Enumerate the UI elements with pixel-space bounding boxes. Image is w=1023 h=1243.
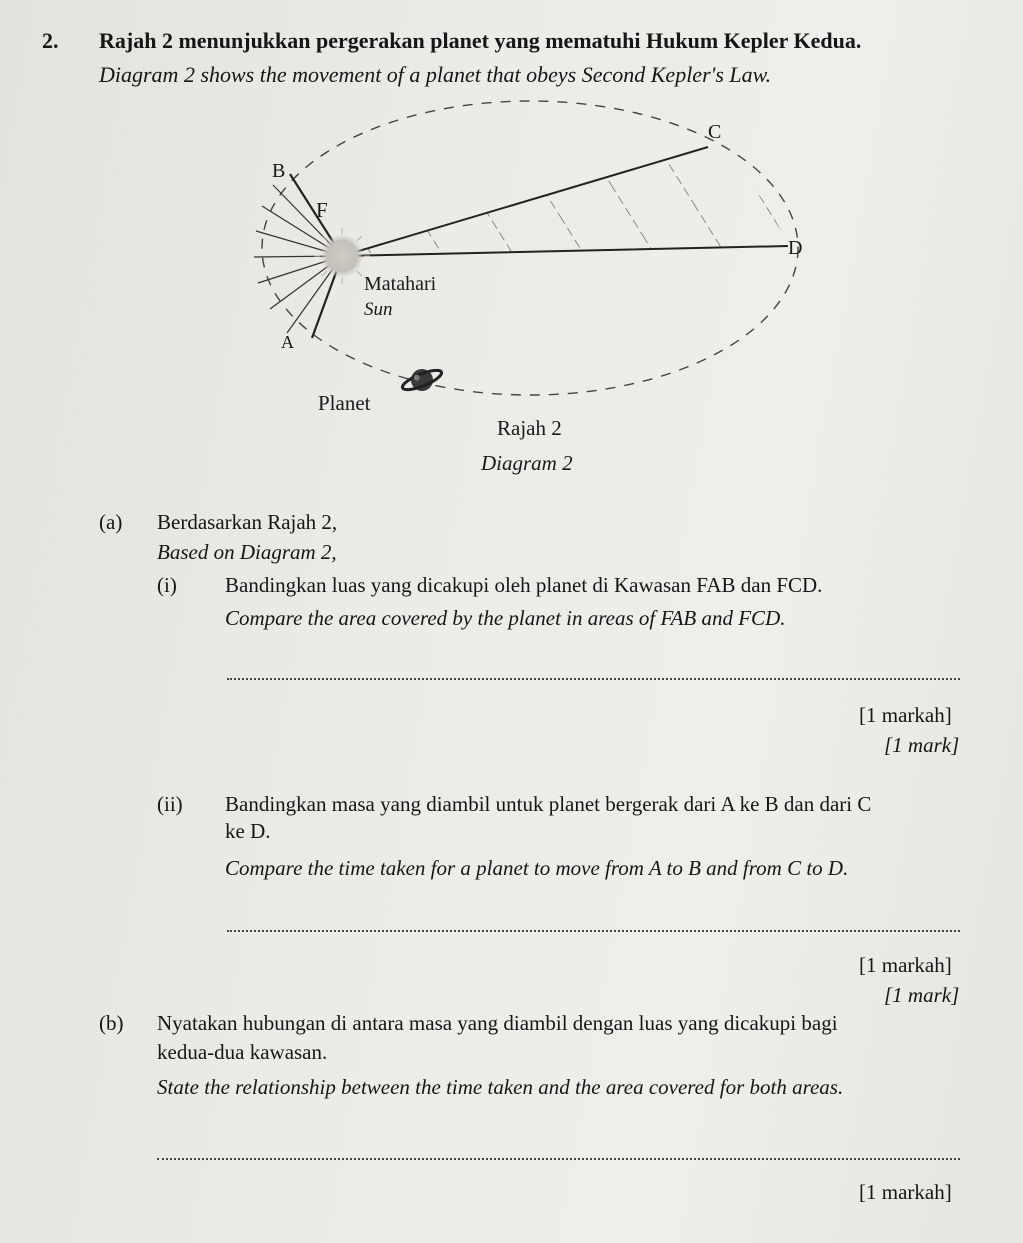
part-a-stem-malay: Berdasarkan Rajah 2,: [157, 510, 338, 534]
part-b-question-malay-line1: Nyatakan hubungan di antara masa yang diambil dengan luas yang dicakupi bagi: [157, 1011, 838, 1035]
kepler-orbit-diagram: [0, 0, 1023, 480]
marks-a-i-malay: [1 markah]: [859, 703, 952, 727]
question-number: 2.: [42, 28, 59, 53]
part-a-ii-question-malay-line1: Bandingkan masa yang diambil untuk planet bergerak dari A ke B dan dari C: [225, 792, 872, 816]
question-intro-malay: Rajah 2 menunjukkan pergerakan planet yang mematuhi Hukum Kepler Kedua.: [99, 28, 862, 53]
label-sun-malay: Matahari: [364, 273, 437, 295]
diagram-caption-malay: Rajah 2: [497, 416, 562, 440]
part-b-label: (b): [99, 1011, 124, 1035]
part-a-ii-question-english: Compare the time taken for a planet to move from A to B and from C to D.: [225, 856, 849, 880]
answer-line-b[interactable]: [157, 1158, 960, 1160]
part-a-i-label: (i): [157, 573, 177, 597]
planet-icon: [398, 362, 445, 398]
diagram-caption-english: Diagram 2: [481, 451, 573, 475]
part-a-label: (a): [99, 510, 123, 534]
part-a-stem-english: Based on Diagram 2,: [157, 540, 337, 564]
label-d: D: [788, 237, 803, 259]
part-b-question-malay-line2: kedua-dua kawasan.: [157, 1040, 328, 1064]
label-f: F: [316, 198, 328, 222]
part-a-ii-question-malay-line2: ke D.: [225, 819, 271, 843]
answer-line-a-i[interactable]: [227, 678, 960, 680]
marks-b-malay: [1 markah]: [859, 1180, 952, 1204]
label-sun-english: Sun: [364, 299, 393, 320]
answer-line-a-ii[interactable]: [227, 930, 960, 932]
label-planet: Planet: [318, 391, 371, 415]
question-intro-english: Diagram 2 shows the movement of a planet that obeys Second Kepler's Law.: [99, 62, 772, 87]
marks-a-ii-english: [1 mark]: [884, 983, 960, 1007]
sun-icon: [314, 228, 370, 284]
label-a: A: [281, 332, 294, 352]
part-a-i-question-malay: Bandingkan luas yang dicakupi oleh planet di Kawasan FAB dan FCD.: [225, 573, 823, 597]
part-b-question-english: State the relationship between the time taken and the area covered for both areas.: [157, 1075, 844, 1099]
part-a-ii-label: (ii): [157, 792, 183, 816]
label-c: C: [708, 121, 722, 143]
marks-a-ii-malay: [1 markah]: [859, 953, 952, 977]
marks-a-i-english: [1 mark]: [884, 733, 960, 757]
part-a-i-question-english: Compare the area covered by the planet in areas of FAB and FCD.: [225, 606, 786, 630]
area-fcd-hatched: [342, 147, 788, 256]
label-b: B: [272, 160, 286, 182]
